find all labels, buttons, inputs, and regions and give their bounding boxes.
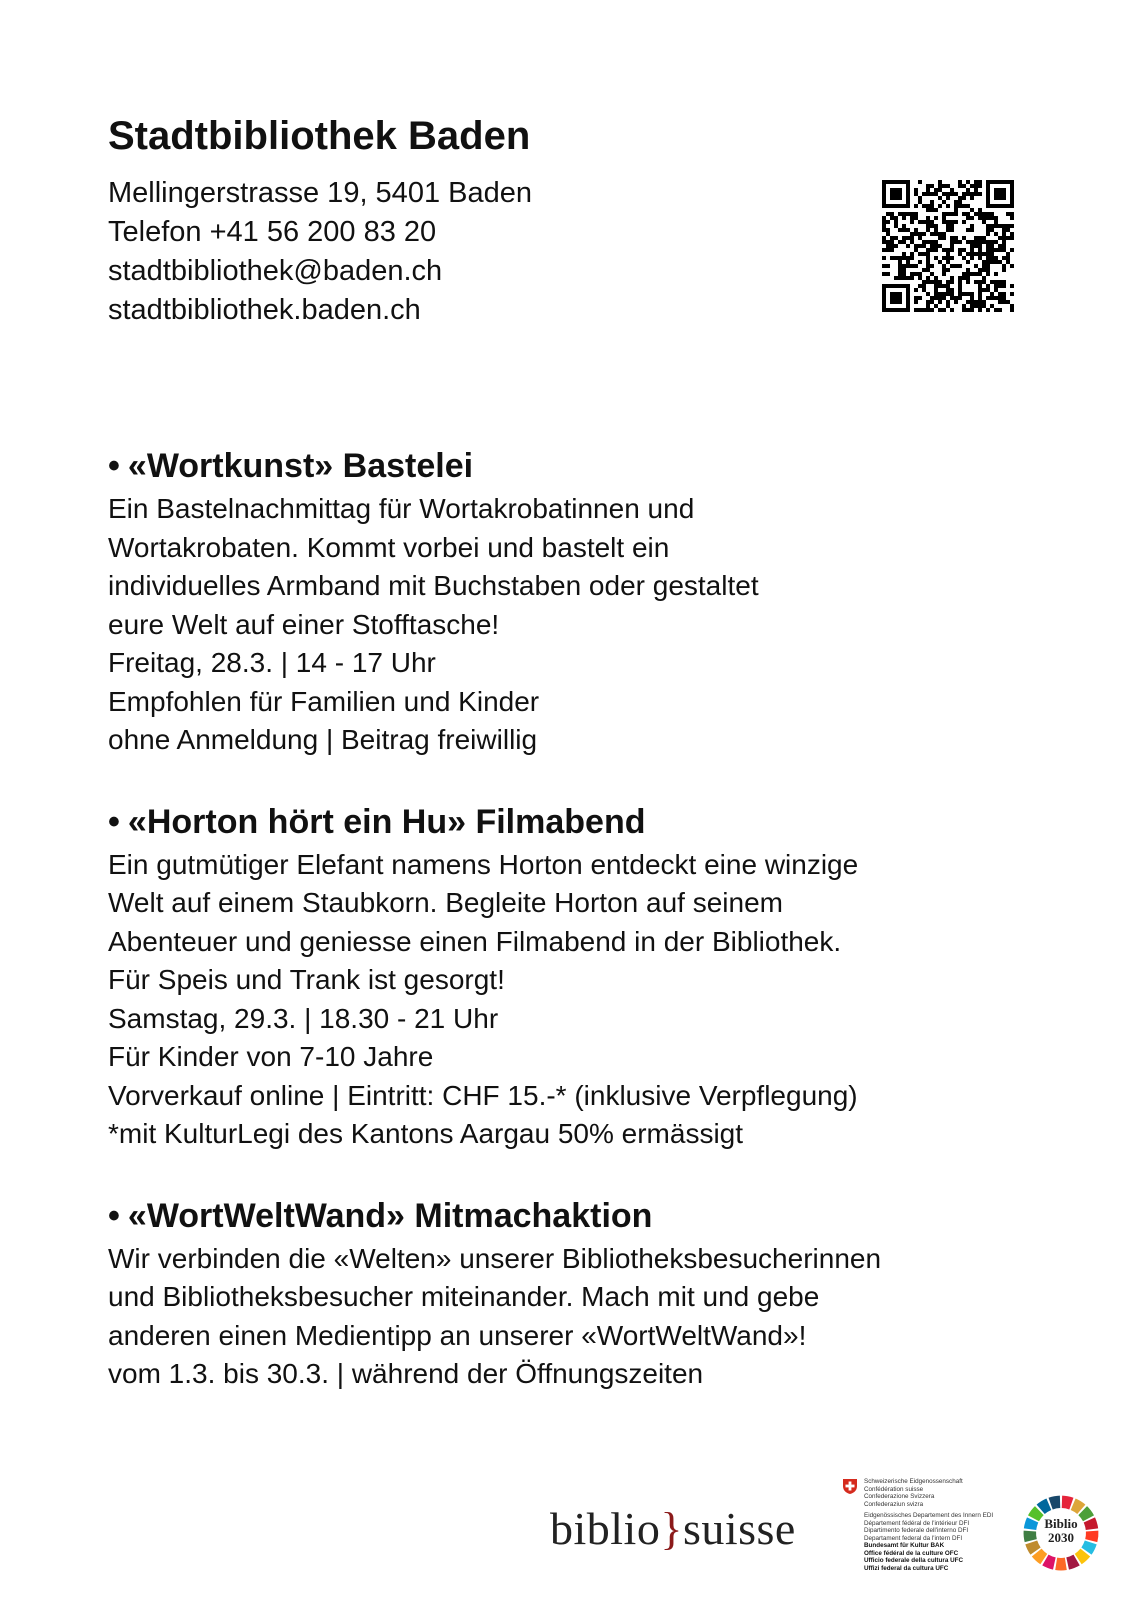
bullet-icon: • xyxy=(108,1196,120,1235)
bullet-icon: • xyxy=(108,802,120,841)
event-title: • «Wortkunst» Bastelei xyxy=(108,447,474,485)
bibliosuisse-logo: biblio}suisse xyxy=(550,1503,796,1554)
event-text-line: und Bibliotheksbesucher miteinander. Mach mit und gebe xyxy=(108,1281,820,1312)
event-date: Samstag, 29.3. | 18.30 - 21 Uhr xyxy=(108,1002,499,1034)
event-horton xyxy=(108,800,1068,1154)
events-list xyxy=(108,444,1068,1434)
event-text-line: Ein Bastelnachmittag für Wortakrobatinnen und xyxy=(108,493,695,524)
event-text-line: Wortakrobaten. Kommt vorbei und bastelt ein xyxy=(108,531,670,563)
event-text-line: anderen einen Medientipp an unserer «WortWeltWand»! xyxy=(108,1319,807,1351)
event-text-line: Wir verbinden die «Welten» unserer Bibliotheksbesucherinnen xyxy=(108,1242,882,1274)
biblio2030-label: Biblio 2030 xyxy=(1044,1516,1078,1545)
event-text-line: Welt auf einem Staubkorn. Begleite Horton auf seinem xyxy=(108,887,783,918)
event-wortweltwand xyxy=(108,1194,1068,1394)
website-link[interactable]: stadtbibliothek.baden.ch xyxy=(108,294,421,326)
event-text-line: Für Speis und Trank ist gesorgt! xyxy=(108,964,505,995)
event-discount-note: *mit KulturLegi des Kantons Aargau 50% ermässigt xyxy=(108,1118,744,1149)
library-header xyxy=(108,112,532,330)
qr-code-icon xyxy=(882,180,1014,312)
event-text-line: individuelles Armband mit Buchstaben oder gestaltet xyxy=(108,570,759,601)
event-registration: ohne Anmeldung | Beitrag freiwillig xyxy=(108,724,538,755)
address: Mellingerstrasse 19, 5401 Baden xyxy=(108,177,532,209)
confederation-departments: Eidgenössisches Departement des Innern EDI Département fédéral de l'intérieur DFI Dipartimento federale dell'interno DFI Departament federal da l'intern DFI Bundesamt für Kultur BAK Office fédéral de la culture OFC Ufficio federale della cultura UFC Uffizi federal da cultura UFC xyxy=(864,1512,994,1572)
event-audience: Für Kinder von 7-10 Jahre xyxy=(108,1041,434,1072)
phone[interactable]: Telefon +41 56 200 83 20 xyxy=(108,216,437,248)
email-link[interactable]: stadtbibliothek@baden.ch xyxy=(108,255,443,287)
confederation-names: Schweizerische Eidgenossenschaft Confédération suisse Confederazione Svizzera Confederaziun svizra xyxy=(864,1478,963,1508)
event-text-line: Abenteuer und geniesse einen Filmabend in der Bibliothek. xyxy=(108,925,842,957)
event-audience: Empfohlen für Familien und Kinder xyxy=(108,685,540,717)
event-wortkunst xyxy=(108,444,1068,760)
event-text-line: eure Welt auf einer Stofftasche! xyxy=(108,608,500,640)
library-title: Stadtbibliothek Baden xyxy=(108,114,531,158)
event-title: • «Horton hört ein Hu» Filmabend xyxy=(108,802,646,841)
event-date: vom 1.3. bis 30.3. | während der Öffnungszeiten xyxy=(108,1358,704,1389)
event-date: Freitag, 28.3. | 14 - 17 Uhr xyxy=(108,647,436,678)
event-title: • «WortWeltWand» Mitmachaktion xyxy=(108,1196,653,1235)
event-price: Vorverkauf online | Eintritt: CHF 15.-* (inklusive Verpflegung) xyxy=(108,1079,858,1111)
bullet-icon: • xyxy=(108,447,120,485)
event-text-line: Ein gutmütiger Elefant namens Horton entdeckt eine winzige xyxy=(108,848,859,880)
swiss-cross-icon xyxy=(842,1478,858,1494)
